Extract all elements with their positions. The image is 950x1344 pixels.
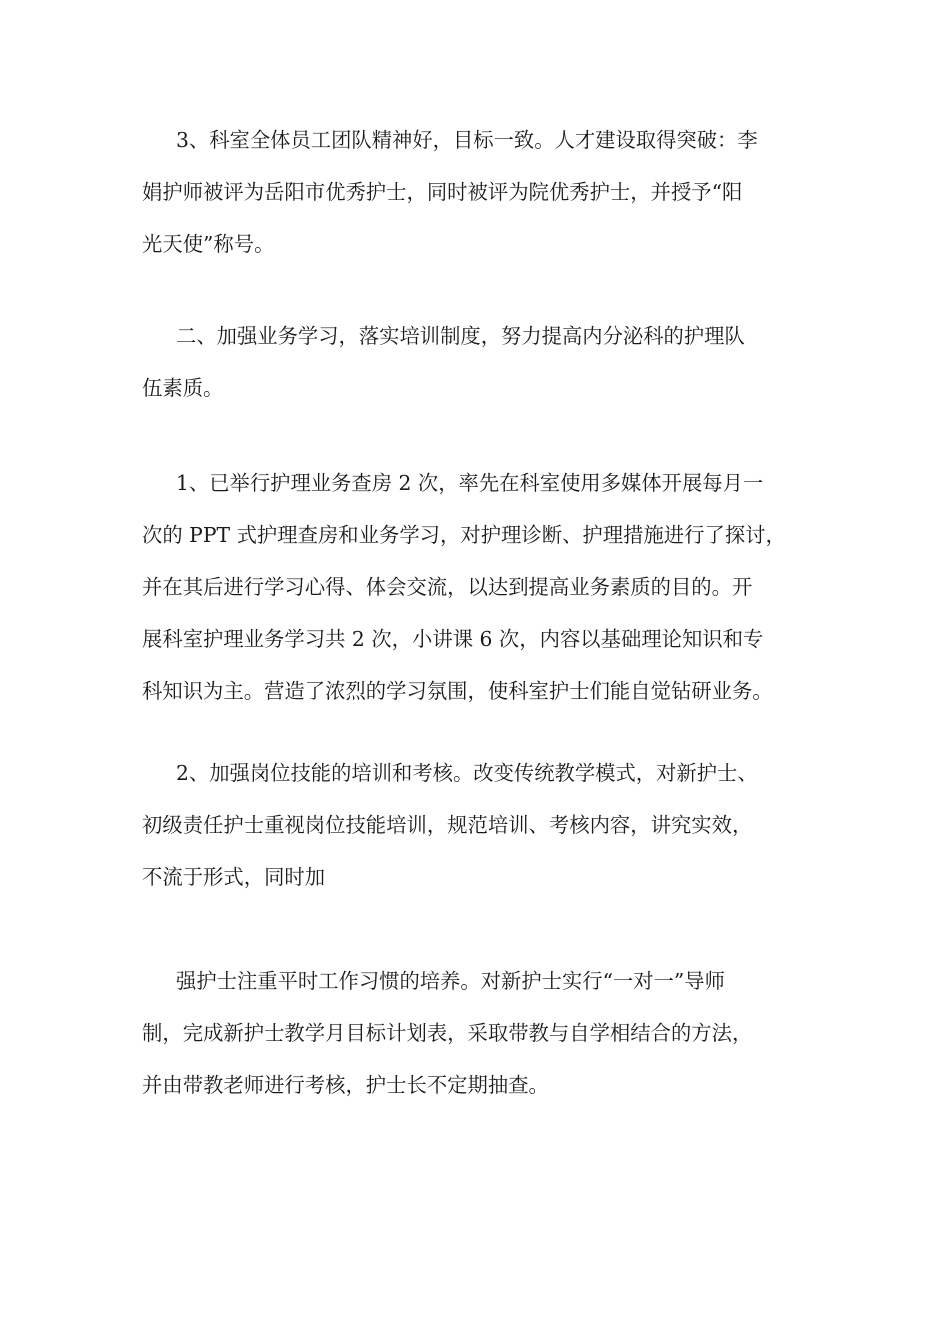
text-line: 1、已举行护理业务查房 2 次，率先在科室使用多媒体开展每月一 [176,471,764,495]
paragraph-mentorship [0,955,950,1111]
text-line: 娟护师被评为岳阳市优秀护士，同时被评为院优秀护士，并授予“阳 [142,180,743,204]
text-line: 不流于形式，同时加 [142,865,326,889]
text-line: 科知识为主。营造了浓烈的学习氛围，使科室护士们能自觉钻研业务。 [142,679,773,703]
paragraph-nursing-rounds [0,457,950,717]
paragraph-skills-training [0,747,950,903]
text-line: 次的 PPT 式护理查房和业务学习，对护理诊断、护理措施进行了探讨， [142,523,786,547]
text-line: 初级责任护士重视岗位技能培训，规范培训、考核内容，讲究实效， [142,813,753,837]
text-line: 展科室护理业务学习共 2 次，小讲课 6 次，内容以基础理论知识和专 [142,627,764,651]
text-line: 3、科室全体员工团队精神好，目标一致。人才建设取得突破：李 [176,128,758,152]
text-line: 二、加强业务学习，落实培训制度，努力提高内分泌科的护理队 [176,324,745,348]
text-line: 并由带教老师进行考核，护士长不定期抽查。 [142,1073,549,1097]
paragraph-team-spirit [0,114,950,270]
text-line: 光天使”称号。 [142,232,275,256]
text-line: 强护士注重平时工作习惯的培养。对新护士实行“一对一”导师 [176,969,725,993]
text-line: 伍素质。 [142,376,224,400]
text-line: 2、加强岗位技能的培训和考核。改变传统教学模式，对新护士、 [176,761,758,785]
text-line: 制，完成新护士教学月目标计划表，采取带教与自学相结合的方法， [142,1021,753,1045]
text-line: 并在其后进行学习心得、体会交流，以达到提高业务素质的目的。开 [142,575,753,599]
paragraph-section-heading [0,310,950,414]
